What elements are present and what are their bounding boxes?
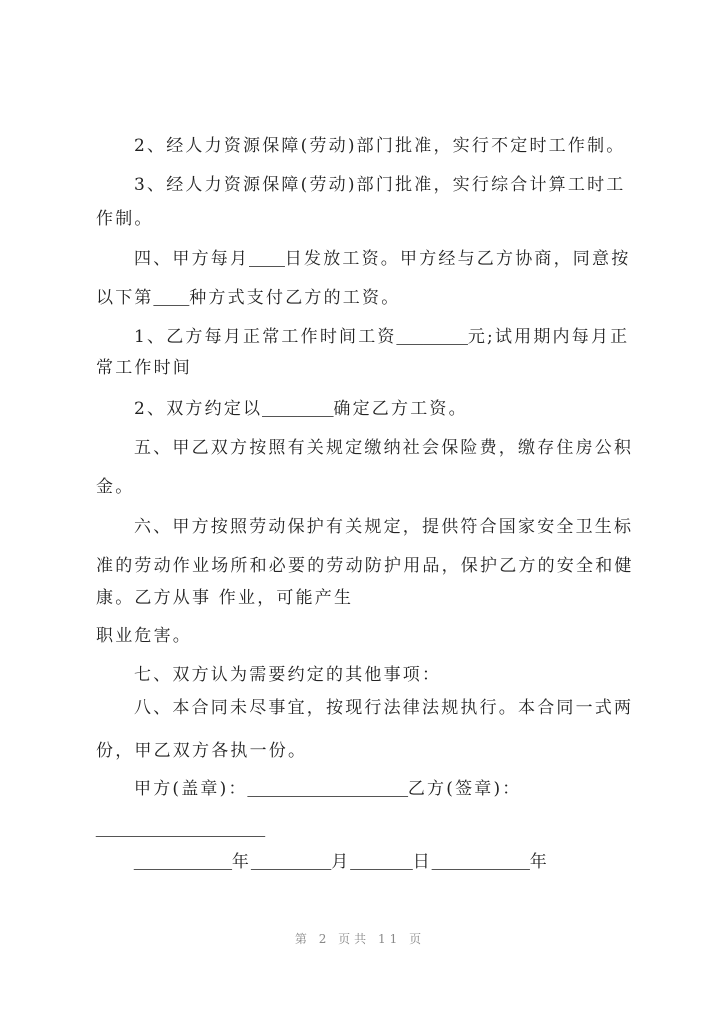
blank-field: ____ <box>153 290 190 307</box>
text: 准的劳动作业场所和必要的劳动防护用品，保护乙方的安全和健 <box>96 556 634 576</box>
text: 确定乙方工资。 <box>333 399 468 419</box>
blank-field: ________ <box>396 329 468 346</box>
text: 1、乙方每月正常工作时间工资 <box>134 327 397 347</box>
clause-line <box>96 739 307 763</box>
text: 份，甲乙双方各执一份。 <box>96 741 308 761</box>
text: 四、甲方每月 <box>134 249 250 269</box>
text: 2、经人力资源保障(劳动)部门批准，实行不定时工作制。 <box>134 136 626 156</box>
text: 3、经人力资源保障(劳动)部门批准，实行综合计算工时工 <box>134 175 626 195</box>
text: 金。 <box>96 477 135 497</box>
party-b-signature-blank: ___________________ <box>96 821 266 838</box>
text: 八、本合同未尽事宜，按现行法律法规执行。本合同一式两 <box>134 698 634 718</box>
clause-line <box>134 247 630 272</box>
text: 2、双方约定以 <box>134 399 263 419</box>
year-label: 年 <box>231 852 252 872</box>
clause-line <box>134 436 633 460</box>
day-blank: _______ <box>350 854 413 871</box>
text: 日发放工资。甲方经与乙方协商，同意按 <box>284 249 631 269</box>
text: 种方式支付乙方的工资。 <box>189 288 401 308</box>
party-b-label: 乙方(签章)： <box>407 779 522 799</box>
clause-line <box>134 134 625 158</box>
day-label: 日 <box>412 852 432 872</box>
clause-line <box>96 356 192 380</box>
date-line <box>134 850 549 875</box>
year-label: 年 <box>529 852 549 872</box>
text: 元;试用期内每月正 <box>467 327 630 347</box>
clause-line <box>96 207 154 231</box>
blank-field: ________ <box>262 401 334 418</box>
signature-line <box>96 817 265 842</box>
clause-line <box>134 173 625 197</box>
clause-line <box>134 696 633 720</box>
party-a-label: 甲方(盖章)： <box>134 779 248 799</box>
text: 五、甲乙双方按照有关规定缴纳社会保险费，缴存住房公积 <box>134 438 634 458</box>
clause-line <box>134 397 468 422</box>
clause-line <box>96 286 400 311</box>
clause-line <box>96 624 192 648</box>
clause-line <box>134 515 633 539</box>
text: 康。乙方从事 作业，可能产生 <box>96 588 354 608</box>
text: 以下第 <box>96 288 154 308</box>
clause-line <box>96 554 634 578</box>
text: 六、甲方按照劳动保护有关规定，提供符合国家安全卫生标 <box>134 517 634 537</box>
text: 作制。 <box>96 209 154 229</box>
clause-line <box>134 325 629 350</box>
party-a-signature-blank: __________________ <box>247 781 408 798</box>
page-number: 第 2 页共 11 页 <box>294 932 426 946</box>
clause-line <box>96 475 134 499</box>
signature-line <box>134 777 522 802</box>
text: 常工作时间 <box>96 358 192 378</box>
clause-line <box>96 586 353 610</box>
year-blank: ___________ <box>134 854 232 871</box>
text: 七、双方认为需要约定的其他事项： <box>134 665 442 685</box>
month-label: 月 <box>331 852 351 872</box>
text: 职业危害。 <box>96 626 192 646</box>
year-blank: ___________ <box>431 854 530 871</box>
month-blank: _________ <box>251 854 332 871</box>
clause-line <box>134 663 441 687</box>
blank-field: ____ <box>249 251 285 268</box>
